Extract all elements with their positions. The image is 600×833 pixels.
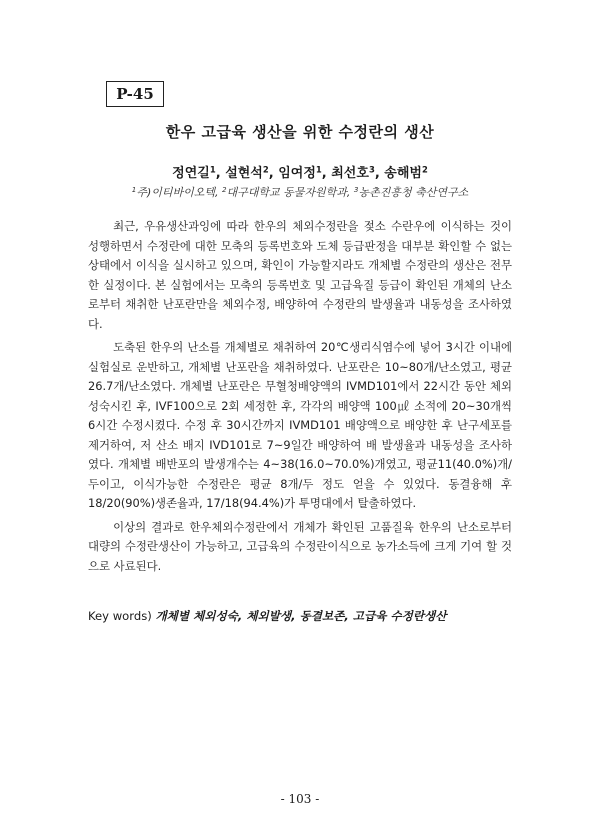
- affil-mark: 1: [131, 185, 137, 195]
- author-name: 임여정: [278, 166, 316, 181]
- author-name: 설현석: [225, 166, 263, 181]
- affil-mark: 3: [353, 185, 359, 195]
- author-list: 정연길$^1$, 설현석$^2$, 임여정$^1$, 최선호$^3$, 송해범$^2$: [172, 164, 428, 181]
- affiliation-text: 대구대학교 동물자원학과,: [226, 186, 354, 199]
- keywords-line: [88, 608, 528, 624]
- author-name: 정연길: [172, 166, 210, 181]
- author-name: 최선호: [331, 166, 369, 181]
- abstract-code-box: [106, 81, 164, 107]
- abstract-code: P-45: [116, 85, 154, 103]
- keywords-items: 개체별 체외성숙, 체외발생, 동결보존, 고급육 수정란생산: [155, 609, 447, 623]
- keywords-label: Key words): [88, 609, 152, 623]
- author-affil-mark: 1: [315, 164, 322, 175]
- affiliation-text: 농촌진흥청 축산연구소: [358, 186, 469, 199]
- body-paragraph: 이상의 결과로 한우체외수정란에서 개체가 확인된 고품질육 한우의 난소로부터 대량의 수정란생산이 가능하고, 고급육의 수정란이식으로 농가소득에 크게 기여 할 것으로 사료된다.: [88, 519, 512, 573]
- affil-mark: 2: [221, 185, 227, 195]
- body-paragraph: 최근, 우유생산과잉에 따라 한우의 체외수정란을 젖소 수란우에 이식하는 것이 성행하면서 수정란에 대한 모축의 등록번호와 도체 등급판정을 대부분 확인할 수 없는 상태에서 이식을 실시하고 있으며, 확인이 가능할지라도 개체별 수정란의 생산은 전무한 실정이다. 본 실험에서는 모축의 등록번호 및 고급육질 등급이 확인된 개체의 난소로부터 채취한 난포란만을 체외수정, 배양하여 수정란의 발생율과 내동성을 조사하였다.: [88, 219, 512, 331]
- affiliation-text: 주)이티바이오텍,: [136, 186, 222, 199]
- author-affil-mark: 2: [421, 164, 428, 175]
- body-paragraph: 도축된 한우의 난소를 개체별로 채취하여 20℃생리식염수에 넣어 3시간 이내에 실험실로 운반하고, 개체별 난포란을 채취하였다. 난포란은 10~80개/난소였고, 평균 26.7개/난소였다. 개체별 난포란은 무혈청배양액의 IVMD101에서 22시간 동안 체외성숙시킨 후, IVF100으로 2회 세정한 후, 각각의 배양액 100㎕ 소적에 20~30개씩 6시간 수정시켰다. 수정 후 30시간까지 IVMD101 배양액으로 배양한 후 난구세포를 제거하여, 저 산소 배지 IVD101로 7~9일간 배양하여 배 발생율과 내동성을 조사하였다. 개체별 배반포의 발생개수는 4~38(16.0~70.0%)개였고, 평균11(40.0%)개/두이고, 이식가능한 수정란은 평균 8개/두 정도 얻을 수 있었다. 동결융해 후 18/20(90%)생존율과, 17/18(94.4%)가 투명대에서 탈출하였다.: [88, 340, 512, 510]
- affiliation-list: [0, 184, 600, 200]
- author-name: 송해범: [384, 166, 422, 181]
- author-affil-mark: 3: [368, 164, 375, 175]
- abstract-body: [88, 217, 512, 576]
- author-affil-mark: 1: [209, 164, 216, 175]
- paper-title: 한우 고급육 생산을 위한 수정란의 생산: [165, 123, 435, 141]
- page-number: - 103 -: [280, 792, 320, 806]
- author-affil-mark: 2: [262, 164, 269, 175]
